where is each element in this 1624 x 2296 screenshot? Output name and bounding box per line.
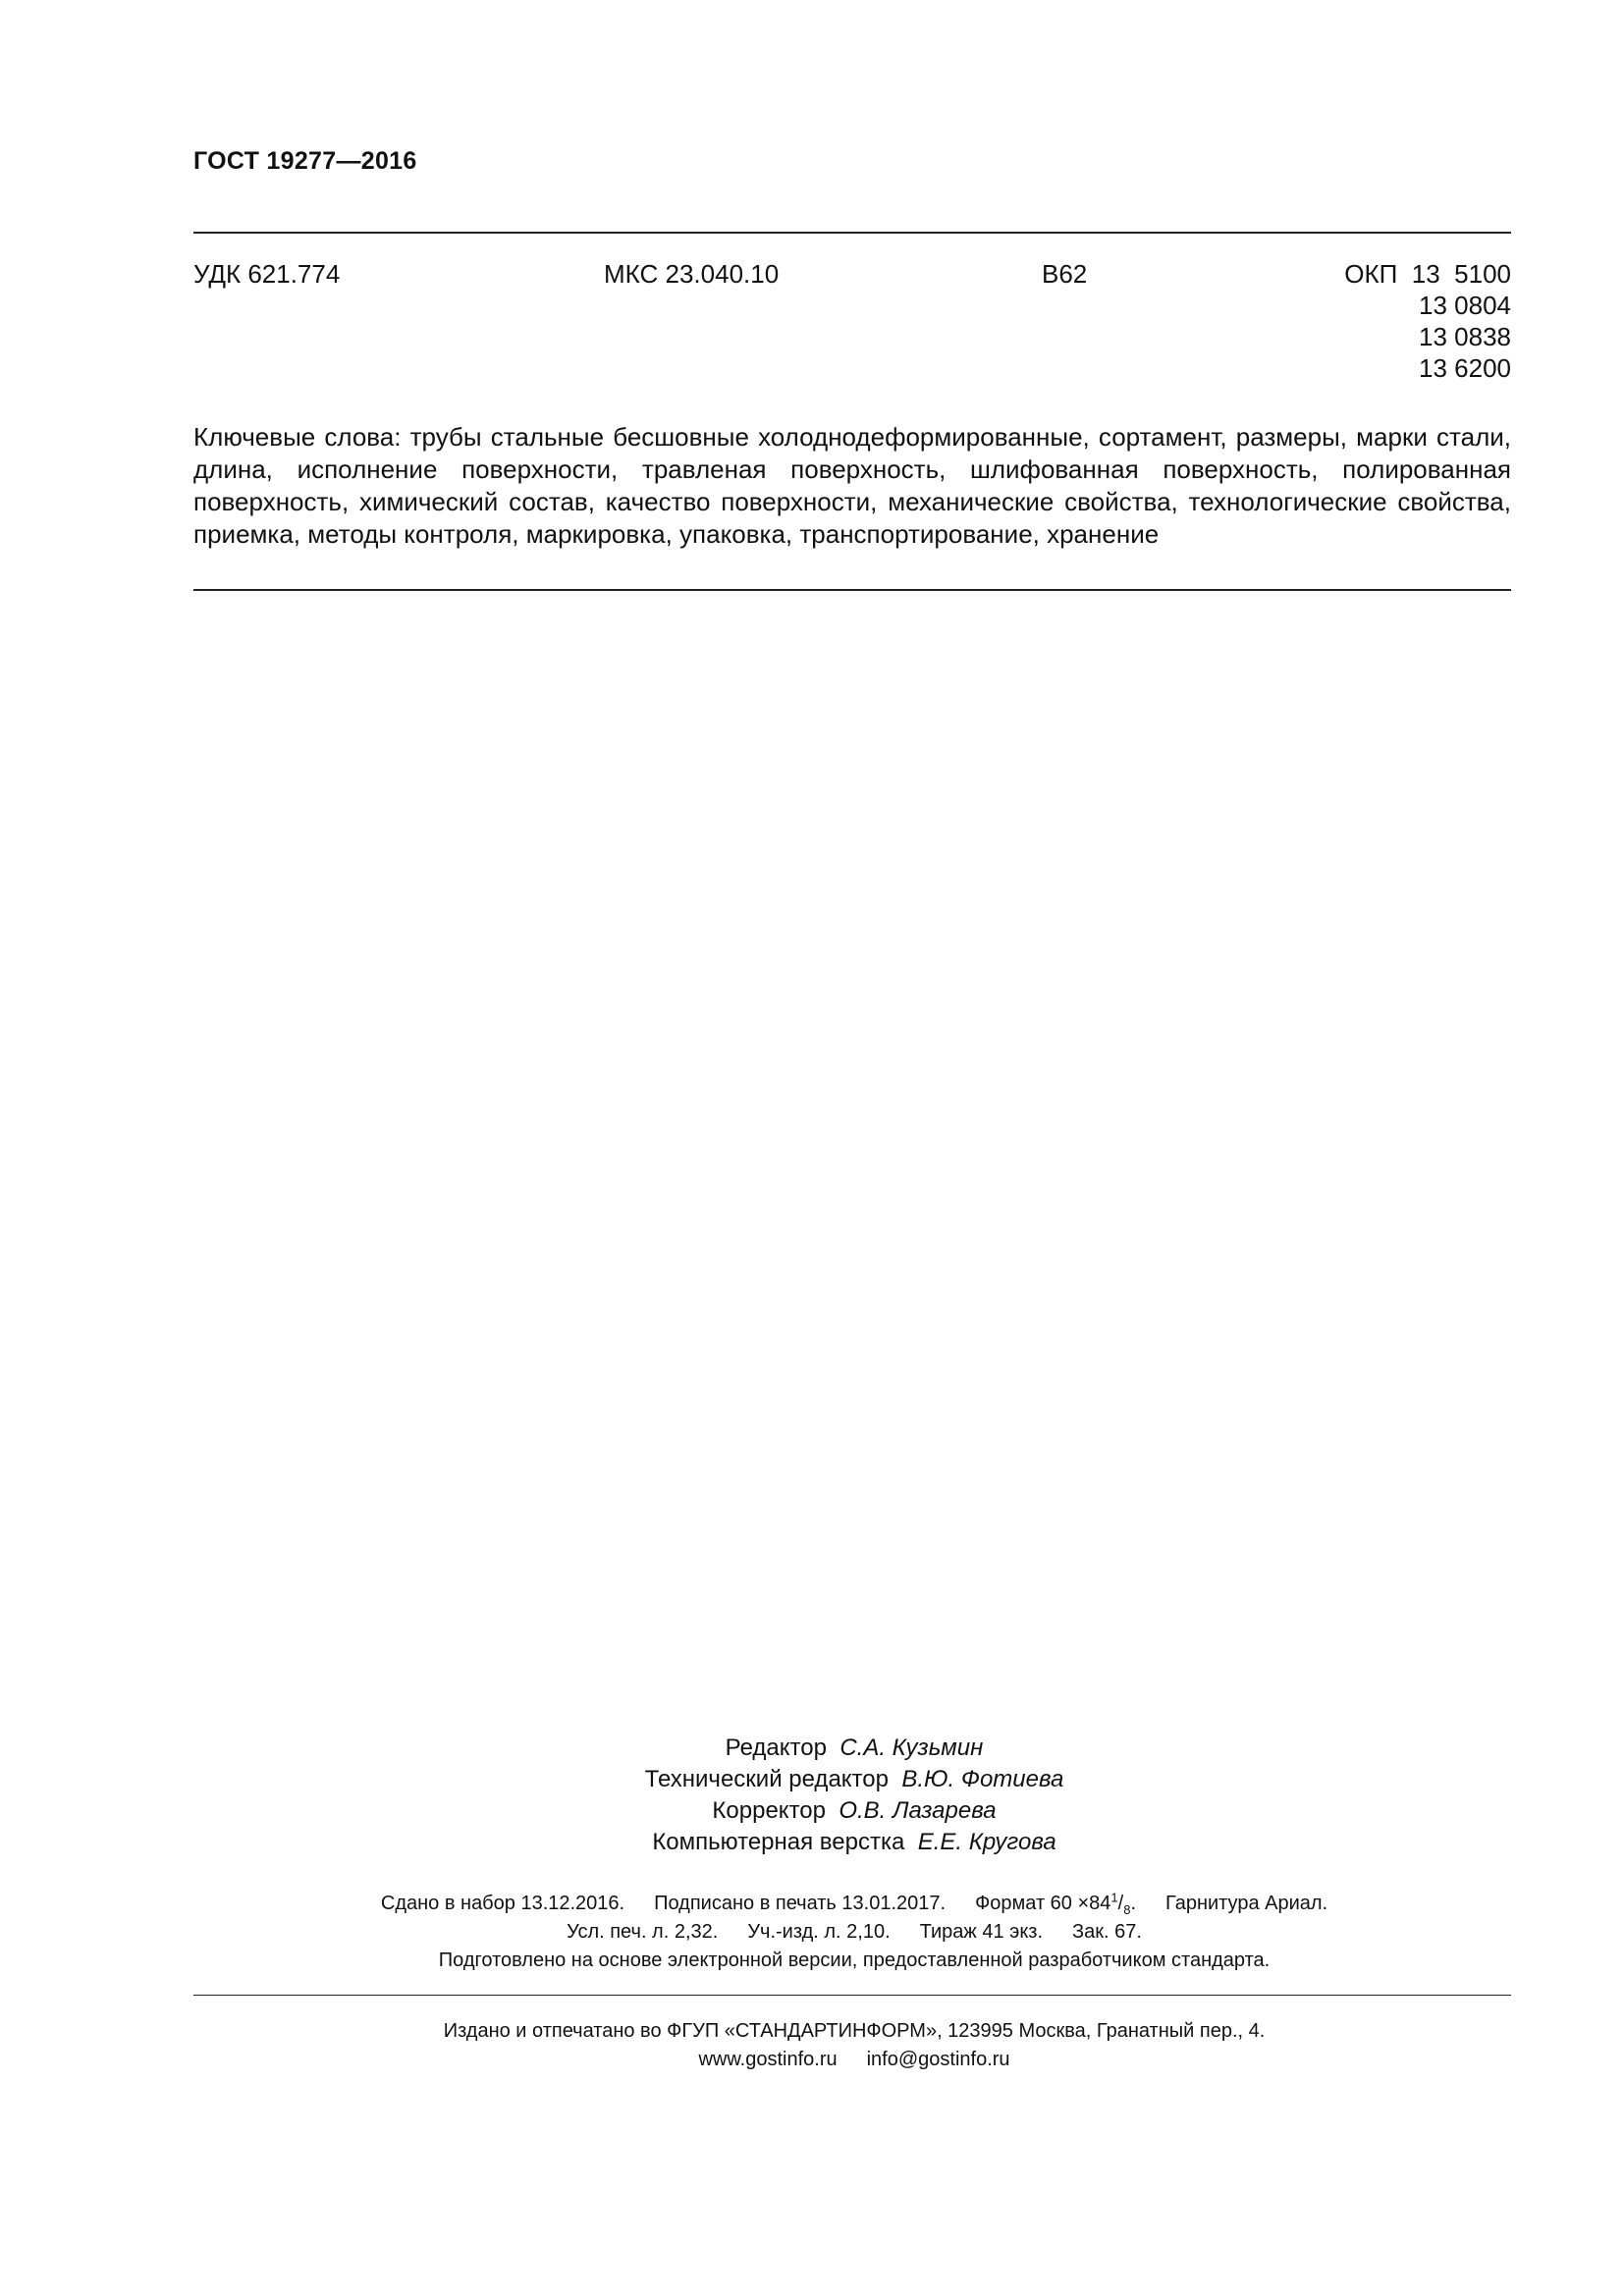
credit-role: Компьютерная верстка [652, 1829, 905, 1855]
publisher-contacts [0, 2046, 1624, 2074]
top-divider [193, 232, 1511, 234]
imprint-line-2 [0, 1918, 1624, 1947]
editorial-credits [0, 1733, 1624, 1858]
imprint-submitted: Сдано в набор 13.12.2016. [380, 1893, 625, 1914]
credit-role: Редактор [725, 1735, 827, 1761]
okp-code-line: 13 0804 [1419, 291, 1511, 320]
credit-name: В.Ю. Фотиева [901, 1766, 1064, 1792]
keywords-divider [193, 589, 1511, 591]
imprint-line-1 [0, 1890, 1624, 1918]
imprint-print-sheets: Усл. печ. л. 2,32. [567, 1921, 719, 1943]
imprint-order: Зак. 67. [1072, 1921, 1142, 1943]
okp-code-line: ОКП 13 5100 [1344, 259, 1511, 289]
publisher-email-link[interactable]: info@gostinfo.ru [866, 2049, 1010, 2070]
format-sub: 8 [1123, 1902, 1131, 1917]
keywords-paragraph: Ключевые слова: трубы стальные бесшовные холоднодеформированные, сортамент, размеры, марки стали, длина, исполнение поверхности, травленая поверхность, шлифованная поверхность, полированная поверхность, химический состав, качество поверхности, механические свойства, технологические свойства, приемка, методы контроля, маркировка, упаковка, транспортирование, хранение [193, 422, 1511, 549]
okp-codes [1344, 258, 1511, 384]
credit-layout [0, 1827, 1624, 1858]
credit-tech-editor [0, 1764, 1624, 1795]
imprint-format: Формат $60 \times 84^1/_8$. [975, 1890, 1136, 1917]
imprint-publ-sheets: Уч.-изд. л. 2,10. [747, 1921, 891, 1943]
imprint-circulation: Тираж 41 экз. [919, 1921, 1044, 1943]
okp-code-line: 13 0838 [1419, 322, 1511, 351]
publisher-website-link[interactable]: www.gostinfo.ru [698, 2049, 838, 2070]
standard-id-header: ГОСТ 19277—2016 [193, 147, 417, 175]
format-prefix: Формат 60 ×84 [975, 1893, 1111, 1914]
imprint-block [0, 1890, 1624, 1975]
publisher-block [0, 2017, 1624, 2074]
credit-name: С.А. Кузьмин [839, 1735, 984, 1761]
okp-code-line: 13 6200 [1419, 353, 1511, 383]
credit-role: Корректор [712, 1797, 826, 1824]
group-code: В62 [1042, 259, 1088, 289]
imprint-prepared-note: Подготовлено на основе электронной версии, предоставленной разработчиком стандарта. [438, 1949, 1271, 1971]
mks-code: МКС 23.040.10 [604, 259, 780, 289]
credit-name: О.В. Лазарева [839, 1797, 997, 1824]
credit-proofreader [0, 1795, 1624, 1827]
udk-code: УДК 621.774 [193, 259, 341, 289]
credit-role: Технический редактор [644, 1766, 889, 1792]
format-sup: 1 [1110, 1890, 1118, 1905]
imprint-typeface: Гарнитура Ариал. [1165, 1893, 1328, 1914]
credit-editor [0, 1733, 1624, 1764]
publisher-address: Издано и отпечатано во ФГУП «СТАНДАРТИНФОРМ», 123995 Москва, Гранатный пер., 4. [443, 2020, 1266, 2042]
format-suffix: . [1130, 1893, 1136, 1914]
imprint-divider [193, 1995, 1511, 1996]
credit-name: Е.Е. Кругова [917, 1829, 1056, 1855]
imprint-signed: Подписано в печать 13.01.2017. [654, 1893, 947, 1914]
